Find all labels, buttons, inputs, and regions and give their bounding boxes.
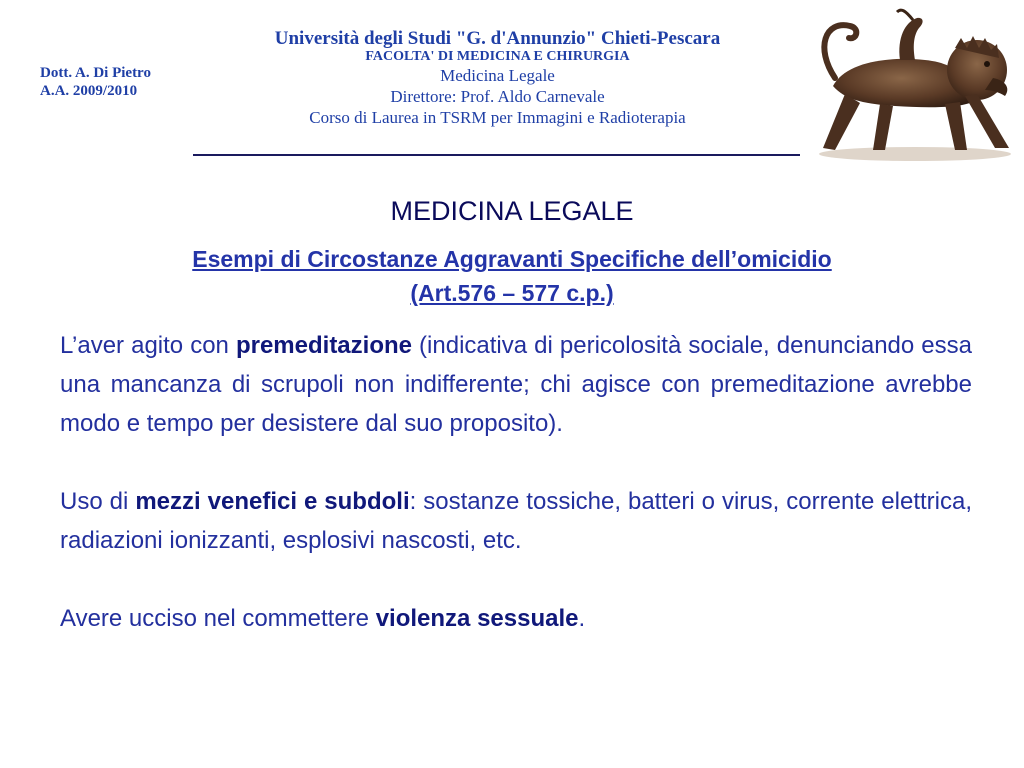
paragraph-text: (indicativa di pericolosità sociale, denunciando essa una mancanza di scrupoli non indifferente; chi agisce con premeditazione avrebbe modo e tempo per desistere dal suo proposito). <box>60 332 972 437</box>
author-block <box>40 64 151 100</box>
university-name: Università degli Studi "G. d'Annunzio" Chieti-Pescara <box>274 28 721 49</box>
paragraph-keyword: mezzi venefici e subdoli <box>135 488 410 515</box>
paragraph-text: . <box>578 605 586 632</box>
author-name: Dott. A. Di Pietro <box>40 65 151 81</box>
subtitle-line-2: (Art.576 – 577 c.p.) <box>410 280 614 306</box>
academic-year: A.A. 2009/2010 <box>40 83 138 99</box>
chimera-statue-icon <box>805 8 1017 163</box>
paragraph-text: Avere ucciso nel commettere <box>60 605 376 632</box>
header-divider <box>193 154 800 156</box>
paragraph-violenza-sessuale <box>60 599 972 638</box>
paragraph-keyword: violenza sessuale <box>375 605 579 632</box>
university-header <box>195 28 800 128</box>
course-name: Corso di Laurea in TSRM per Immagini e Radioterapia <box>309 108 686 127</box>
slide-subtitle <box>40 242 984 310</box>
director-name: Direttore: Prof. Aldo Carnevale <box>390 87 605 106</box>
faculty-name: FACOLTA' DI MEDICINA E CHIRURGIA <box>365 49 630 64</box>
paragraph-text: L’aver agito con <box>60 332 236 359</box>
paragraph-keyword: premeditazione <box>235 332 412 359</box>
paragraph-premeditazione <box>60 326 972 443</box>
slide-title: MEDICINA LEGALE <box>390 196 634 226</box>
slide-body <box>60 326 972 677</box>
paragraph-mezzi-venefici <box>60 482 972 560</box>
department-name: Medicina Legale <box>440 66 555 85</box>
subtitle-line-1: Esempi di Circostanze Aggravanti Specifiche dell’omicidio <box>192 246 832 272</box>
paragraph-text: : sostanze tossiche, batteri o virus, corrente elettrica, radiazioni ionizzanti, esplosivi nascosti, etc. <box>60 488 973 554</box>
paragraph-text: Uso di <box>60 488 136 515</box>
